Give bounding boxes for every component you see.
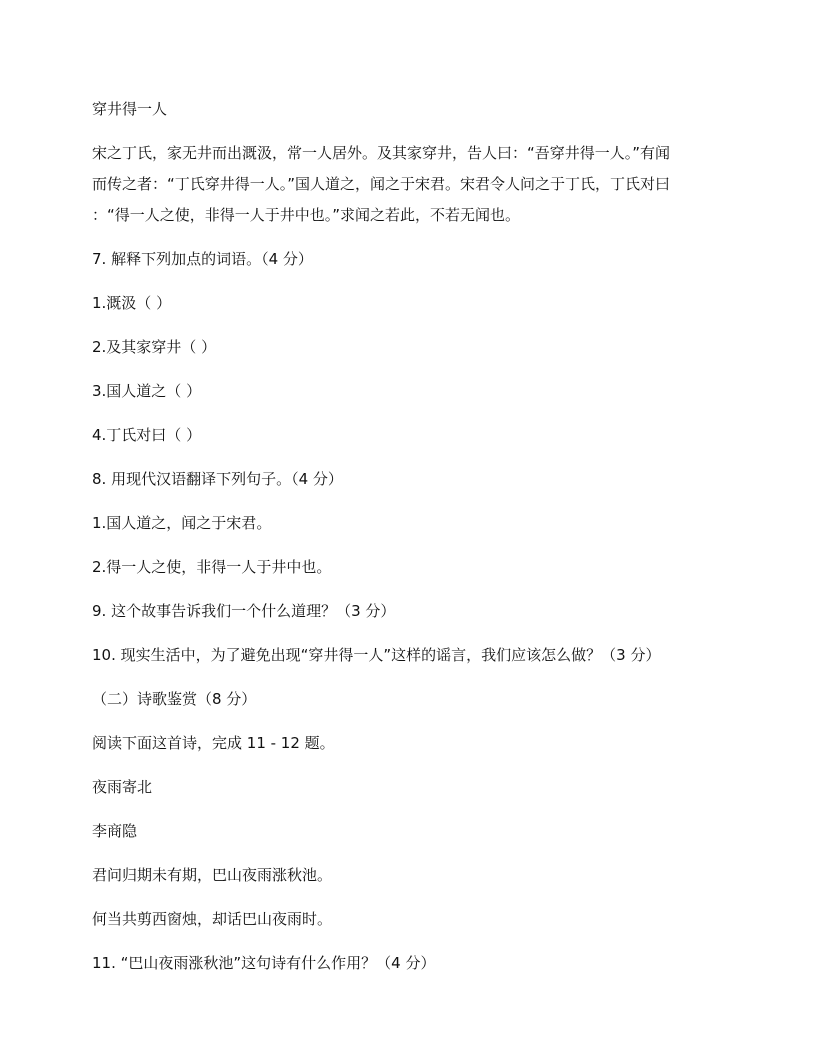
- poem-author: 李商隐: [92, 822, 138, 840]
- passage-title: 穿井得一人: [92, 100, 168, 118]
- question-10: 10. 现实生活中，为了避免出现“穿井得一人”这样的谣言，我们应该怎么做？（3 分）: [92, 646, 661, 664]
- question-9: 9. 这个故事告诉我们一个什么道理？（3 分）: [92, 602, 396, 620]
- section-2-instruction: 阅读下面这首诗，完成 11 - 12 题。: [92, 734, 335, 752]
- passage-line: 宋之丁氏，家无井而出溉汲，常一人居外。及其家穿井，告人曰：“吾穿井得一人。”有闻: [92, 144, 671, 162]
- poem-line-1: 君问归期未有期，巴山夜雨涨秋池。: [92, 866, 333, 884]
- section-2-title: （二）诗歌鉴赏（8 分）: [92, 690, 257, 708]
- passage-text: [92, 138, 732, 231]
- passage-line: 而传之者：“丁氏穿井得一人。”国人道之，闻之于宋君。宋君令人问之于丁氏，丁氏对曰: [92, 175, 671, 193]
- question-8-title: 8. 用现代汉语翻译下列句子。（4 分）: [92, 470, 343, 488]
- question-7-item-3: 3.国人道之（ ）: [92, 382, 202, 400]
- question-7-item-2: 2.及其家穿井（ ）: [92, 338, 217, 356]
- question-8-item-1: 1.国人道之，闻之于宋君。: [92, 514, 272, 532]
- question-7-item-1: 1.溉汲（ ）: [92, 294, 172, 312]
- document-page: [92, 94, 732, 979]
- passage-line: ：“得一人之使，非得一人于井中也。”求闻之若此，不若无闻也。: [92, 206, 521, 224]
- question-8-item-2: 2.得一人之使，非得一人于井中也。: [92, 558, 332, 576]
- poem-title: 夜雨寄北: [92, 778, 153, 796]
- poem-line-2: 何当共剪西窗烛，却话巴山夜雨时。: [92, 910, 333, 928]
- question-7-title: 7. 解释下列加点的词语。（4 分）: [92, 250, 313, 268]
- question-11: 11. “巴山夜雨涨秋池”这句诗有什么作用？（4 分）: [92, 954, 436, 972]
- question-7-item-4: 4.丁氏对曰（ ）: [92, 426, 202, 444]
